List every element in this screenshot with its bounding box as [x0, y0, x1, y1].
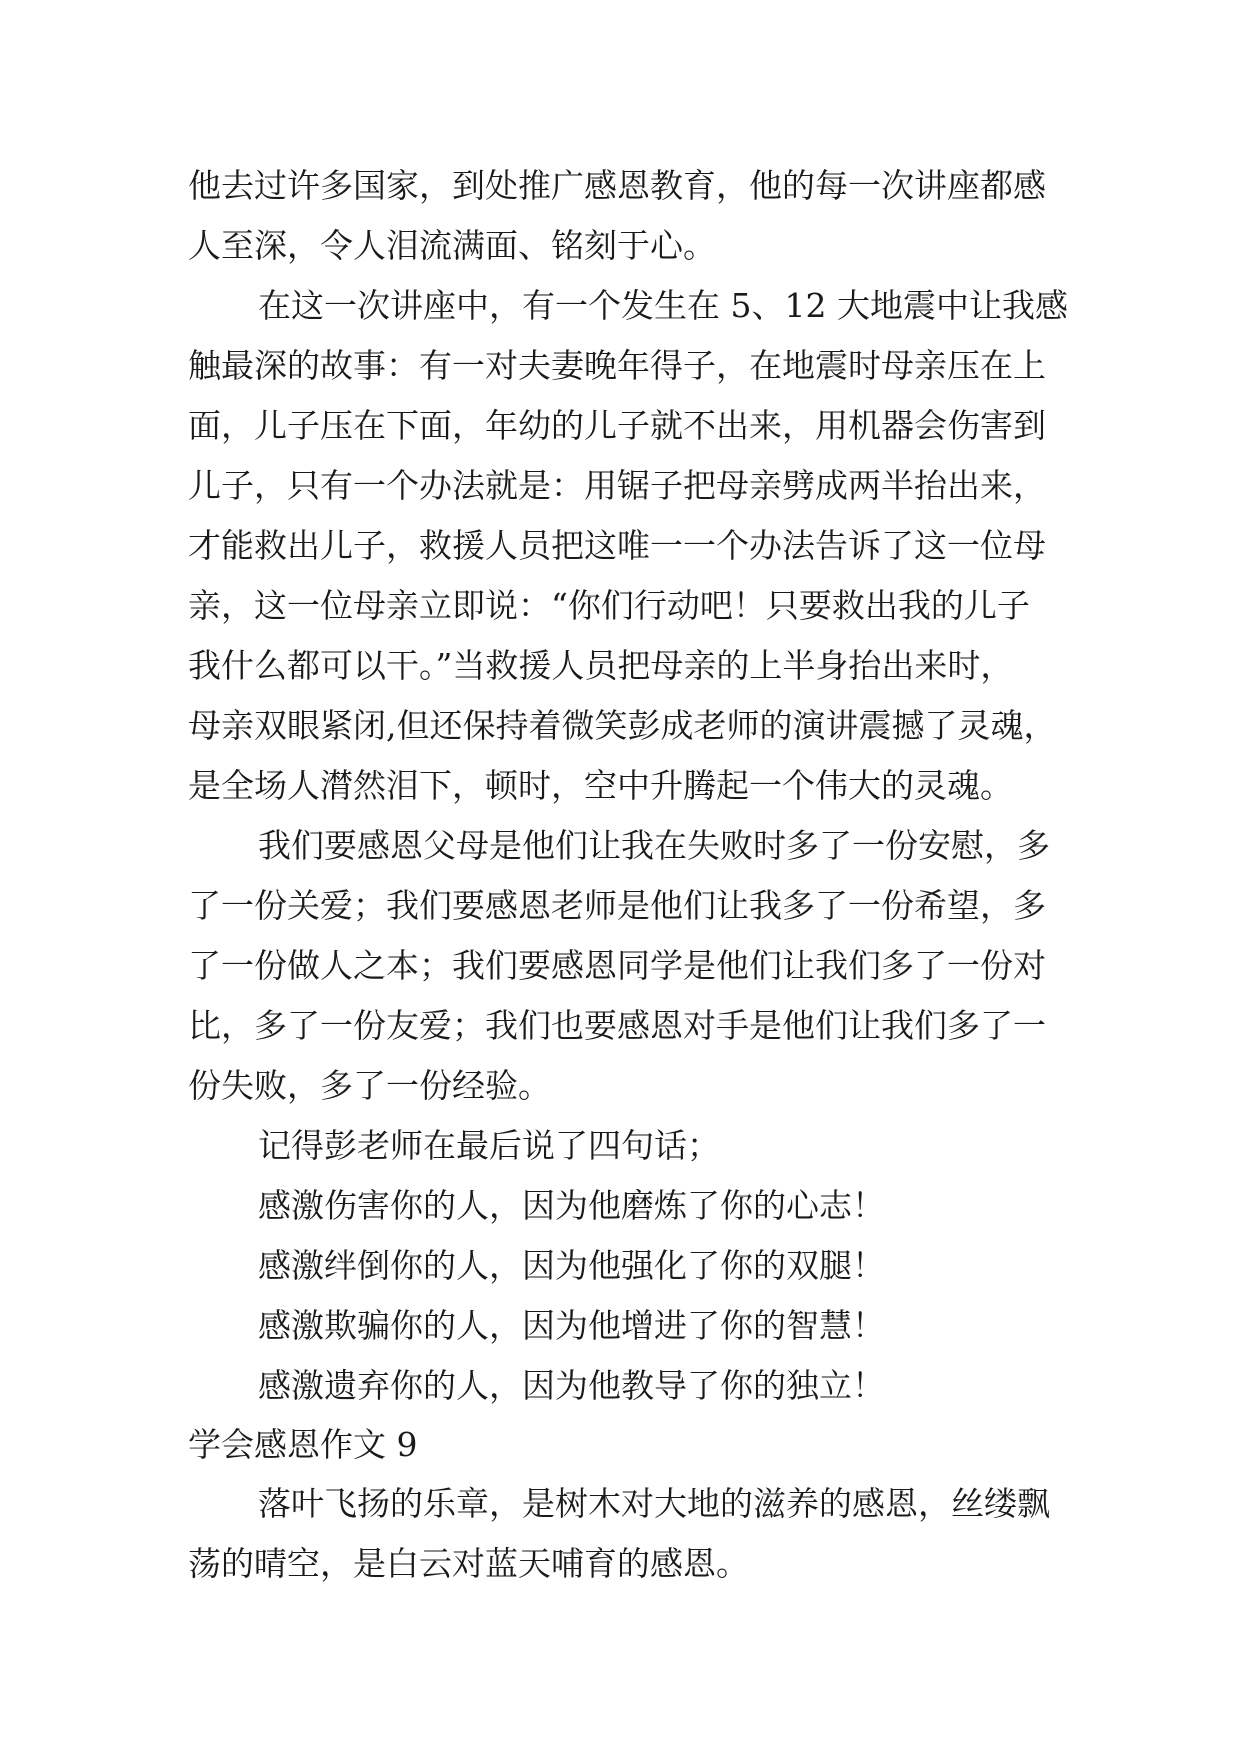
paragraph-line: 面，儿子压在下面，年幼的儿子就不出来，用机器会伤害到 [188, 406, 1046, 445]
paragraph-line: 在这一次讲座中，有一个发生在 5、12 大地震中让我感 [258, 286, 1068, 325]
paragraph-line: 荡的晴空，是白云对蓝天哺育的感恩。 [188, 1544, 749, 1583]
paragraph-line: 了一份关爱；我们要感恩老师是他们让我多了一份希望，多 [188, 886, 1046, 925]
paragraph-line: 感激欺骗你的人，因为他增进了你的智慧！ [258, 1306, 885, 1345]
paragraph-line: 了一份做人之本；我们要感恩同学是他们让我们多了一份对 [188, 946, 1046, 985]
paragraph-line: 是全场人潸然泪下，顿时，空中升腾起一个伟大的灵魂。 [188, 766, 1013, 805]
paragraph-line: 我们要感恩父母是他们让我在失败时多了一份安慰，多 [258, 826, 1050, 865]
paragraph-line: 我什么都可以干。”当救援人员把母亲的上半身抬出来时， [188, 646, 1014, 685]
paragraph-line: 份失败，多了一份经验。 [188, 1066, 551, 1105]
section-heading: 学会感恩作文 9 [188, 1425, 418, 1464]
document-body [188, 156, 1068, 1594]
paragraph-line: 母亲双眼紧闭,但还保持着微笑彭成老师的演讲震撼了灵魂， [188, 706, 1057, 745]
paragraph-line: 感激遗弃你的人，因为他教导了你的独立！ [258, 1366, 885, 1405]
paragraph-line: 触最深的故事：有一对夫妻晚年得子，在地震时母亲压在上 [188, 346, 1046, 385]
paragraph-line: 记得彭老师在最后说了四句话； [258, 1126, 720, 1165]
paragraph-line: 儿子，只有一个办法就是：用锯子把母亲劈成两半抬出来， [188, 466, 1046, 505]
paragraph-line: 他去过许多国家，到处推广感恩教育，他的每一次讲座都感 [188, 166, 1046, 205]
paragraph-line: 落叶飞扬的乐章，是树木对大地的滋养的感恩，丝缕飘 [258, 1484, 1050, 1523]
paragraph-line: 才能救出儿子，救援人员把这唯一一个办法告诉了这一位母 [188, 526, 1046, 565]
paragraph-line: 感激伤害你的人，因为他磨炼了你的心志！ [258, 1186, 885, 1225]
paragraph-line: 亲，这一位母亲立即说：“你们行动吧！只要救出我的儿子 [188, 586, 1030, 625]
paragraph-line: 比，多了一份友爱；我们也要感恩对手是他们让我们多了一 [188, 1006, 1046, 1045]
paragraph-line: 感激绊倒你的人，因为他强化了你的双腿！ [258, 1246, 885, 1285]
paragraph-line: 人至深，令人泪流满面、铭刻于心。 [188, 226, 716, 265]
